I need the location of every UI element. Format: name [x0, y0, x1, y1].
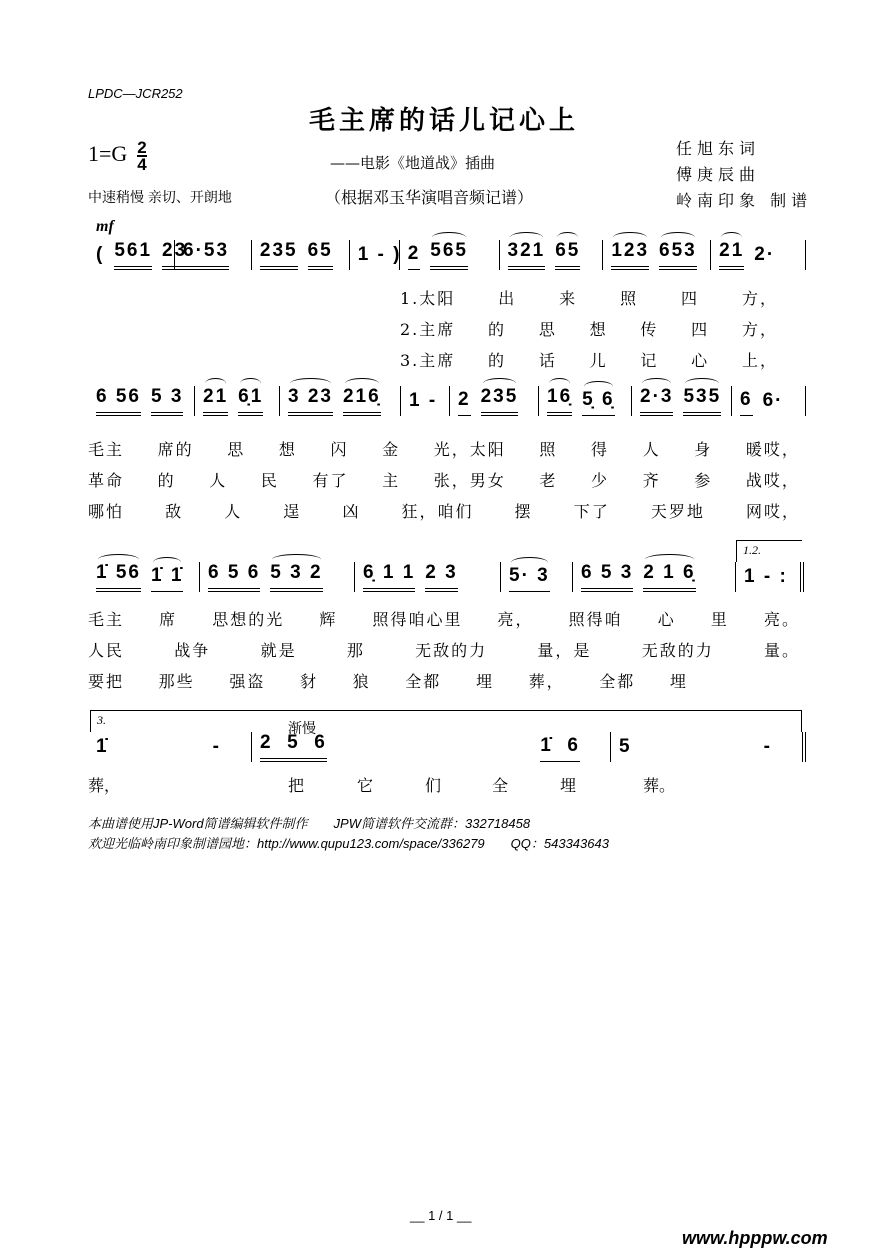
note-group: 565 [430, 240, 468, 270]
note-group: 21 [719, 240, 744, 270]
arranger: 岭南印象 制谱 [676, 191, 813, 210]
key-label: 1=G [88, 141, 128, 167]
music-row [88, 240, 806, 270]
note-group: 5̣ 6̣ [582, 389, 614, 416]
lyric-syllable: 全都 [599, 672, 636, 691]
lyric-syllable: 得 [591, 440, 610, 459]
note-group: - [763, 736, 772, 757]
lyric-syllable: 方， [741, 289, 778, 308]
note-group: 2 1 6̣ [643, 562, 695, 592]
note-group: 6̣ 1 1 [363, 562, 415, 592]
note-group: 1 - : [744, 566, 788, 587]
lyric-syllable: 想 [589, 320, 608, 339]
lyric-syllable: 心 [691, 351, 710, 370]
music-row [88, 562, 806, 592]
lyric-syllable: 的 [488, 320, 507, 339]
song-title: 毛主席的话儿记心上 [308, 106, 579, 136]
lyric-syllable: 1.太阳 [400, 289, 456, 308]
lyric-syllable: 出 [498, 289, 517, 308]
note-group: 6 5 3 [581, 562, 633, 592]
note-group: 5 [619, 736, 632, 757]
lyric-syllable: 席的 [157, 440, 194, 459]
note-group: 321 [508, 240, 546, 270]
time-top: 2 [137, 138, 147, 157]
lyric-syllable: 埋 [669, 672, 688, 691]
lyric-syllable: 方， [741, 320, 778, 339]
lyric-syllable: 网哎， [745, 502, 800, 521]
note-group: 2· [754, 244, 776, 265]
measure [88, 240, 188, 270]
lyric-syllable: 哪怕 [88, 502, 125, 521]
lyric-syllable: 全 [492, 776, 509, 795]
lyric-syllable: 照 [620, 289, 639, 308]
lyric-line [88, 607, 800, 630]
note-group: ( [96, 244, 105, 265]
measure [711, 240, 806, 270]
note-group: 6· [762, 390, 784, 411]
lyric-syllable: 儿 [589, 351, 608, 370]
lyricist: 任旭东词 [676, 139, 761, 158]
lyric-line [88, 669, 688, 692]
lyric-syllable: 把 [288, 776, 305, 795]
lyric-syllable: 心 [657, 610, 676, 629]
note-group: 1̇ [96, 736, 109, 757]
lyric-syllable: 四 [681, 289, 700, 308]
lyric-syllable: 战哎， [745, 471, 800, 490]
note-group: 1̇ 56 [96, 562, 141, 592]
lyric-syllable: 豺 [299, 672, 318, 691]
lyric-syllable: 思想的光 [212, 610, 285, 629]
lyric-syllable: 张，男女 [433, 471, 506, 490]
lyric-syllable: 辉 [319, 610, 338, 629]
note-group: 1̇ 6 [540, 735, 580, 762]
lyric-syllable: 里 [710, 610, 729, 629]
footer-line: 欢迎光临岭南印象制谱园地：http://www.qupu123.com/space/336279 QQ：543343643 [88, 836, 609, 851]
lyric-syllable: 照 [539, 440, 558, 459]
lyric-syllable: 凶 [342, 502, 361, 521]
source-note: （根据邓玉华演唱音频记谱） [325, 188, 534, 207]
lyric-syllable: 话 [538, 351, 557, 370]
note-group: 235 [260, 240, 298, 270]
music-row [88, 386, 806, 416]
note-group: 2·3 [640, 386, 673, 416]
lyric-syllable: 少 [591, 471, 610, 490]
lyric-syllable: 无敌的力 [415, 641, 488, 660]
volta-1-2: 1.2. [736, 540, 802, 562]
measure [603, 240, 711, 270]
subtitle: ——电影《地道战》插曲 [330, 154, 496, 172]
tempo-marking: 中速稍慢 亲切、开朗地 [88, 189, 232, 205]
lyric-syllable: 革命 [88, 471, 125, 490]
lyric-syllable: 那些 [158, 672, 195, 691]
note-group: 2 3 [425, 562, 457, 592]
measure [400, 240, 500, 270]
lyric-syllable: 传 [640, 320, 659, 339]
lyric-syllable: 毛主 [88, 440, 125, 459]
time-signature [137, 140, 146, 172]
note-group: 1 - [409, 390, 438, 411]
measure [632, 386, 732, 416]
lyric-syllable: 的 [157, 471, 176, 490]
lyric-syllable: 就是 [260, 641, 297, 660]
measure [350, 240, 400, 270]
site-watermark: www.hpppw.com [682, 1228, 828, 1248]
lyric-syllable: 葬， [528, 672, 565, 691]
lyric-syllable: 人 [642, 440, 661, 459]
lyric-syllable: 3.主席 [400, 351, 456, 370]
lyric-syllable: 逞 [283, 502, 302, 521]
lyric-syllable: 下了 [573, 502, 610, 521]
note-group: - [212, 736, 221, 757]
lyric-syllable: 天罗地 [650, 502, 705, 521]
lyric-syllable: 记 [640, 351, 659, 370]
lyric-syllable: 想 [278, 440, 297, 459]
note-group: 6̣1 [238, 386, 263, 416]
lyric-syllable: 光，太阳 [433, 440, 506, 459]
lyric-syllable: 们 [425, 776, 442, 795]
lyric-syllable: 主 [382, 471, 401, 490]
measure [732, 386, 806, 416]
note-group: 1 - ) [357, 244, 402, 265]
note-group: 123 [611, 240, 649, 270]
lyric-syllable: 它 [357, 776, 374, 795]
lyric-line [400, 348, 778, 371]
measure [175, 240, 252, 270]
measure [611, 732, 806, 762]
measure [88, 386, 195, 416]
note-group: 5 3 [151, 386, 183, 416]
lyric-syllable: 人 [224, 502, 243, 521]
note-group: 21 [203, 386, 228, 416]
lyric-syllable: 战争 [174, 641, 211, 660]
measure [88, 732, 252, 762]
note-group: 2 5 6 [260, 732, 327, 762]
music-row [88, 732, 806, 762]
lyric-line [400, 286, 778, 309]
lyric-syllable: 狂，咱们 [401, 502, 474, 521]
lyric-syllable: 摆 [514, 502, 533, 521]
lyric-syllable: 照得咱心里 [372, 610, 463, 629]
lyric-syllable: 那 [346, 641, 365, 660]
lyric-syllable: 暖哎， [745, 440, 800, 459]
lyric-syllable: 席 [159, 610, 178, 629]
lyric-syllable: 人民 [88, 641, 125, 660]
measure [252, 240, 350, 270]
time-bottom: 4 [137, 155, 147, 174]
lyric-line [88, 638, 800, 661]
measure [200, 562, 355, 592]
lyric-syllable: 强盗 [229, 672, 266, 691]
score-code: LPDC—JCR252 [88, 86, 183, 101]
lyric-syllable: 狼 [352, 672, 371, 691]
note-group: 65 [308, 240, 333, 270]
lyric-syllable: 2.主席 [400, 320, 456, 339]
lyric-syllable: 民 [260, 471, 279, 490]
measure [401, 386, 450, 416]
note-group: 3 23 [288, 386, 333, 416]
measure [195, 386, 280, 416]
lyric-syllable: 埋 [560, 776, 577, 795]
lyric-syllable: 全都 [405, 672, 442, 691]
lyric-syllable: 四 [691, 320, 710, 339]
lyric-syllable: 来 [559, 289, 578, 308]
lyric-syllable: 敌 [165, 502, 184, 521]
volta-3: 3. [90, 710, 802, 732]
lyric-syllable: 人 [209, 471, 228, 490]
lyric-syllable: 要把 [88, 672, 125, 691]
lyric-syllable: 毛主 [88, 610, 125, 629]
lyric-syllable: 葬。 [643, 776, 676, 795]
lyric-syllable: 齐 [642, 471, 661, 490]
note-group: 6 5 6 [208, 562, 260, 592]
lyric-syllable: 无敌的力 [641, 641, 714, 660]
measure [280, 386, 401, 416]
composer: 傅庚辰曲 [676, 165, 761, 184]
credits [676, 136, 812, 214]
lyric-syllable: 思 [538, 320, 557, 339]
lyric-syllable: 埋 [475, 672, 494, 691]
note-group: 6 [740, 389, 753, 416]
note-group: 23 [162, 240, 187, 270]
footer-line: 本曲谱使用JP-Word简谱编辑软件制作 JPW简谱软件交流群：332718458 [88, 816, 531, 831]
note-group: 235 [481, 386, 519, 416]
note-group: 16̣ [547, 386, 572, 416]
lyric-syllable: 老 [539, 471, 558, 490]
lyric-line [400, 317, 778, 340]
lyric-syllable: 有了 [312, 471, 349, 490]
lyric-line [88, 468, 800, 491]
lyric-syllable: 参 [694, 471, 713, 490]
page-number: __ 1 / 1 __ [410, 1208, 472, 1223]
measure [88, 562, 200, 592]
note-group: 6 56 [96, 386, 141, 416]
measure [736, 562, 804, 592]
key-signature [88, 140, 147, 172]
lyric-syllable: 闪 [330, 440, 349, 459]
note-group: 5· 3 [509, 565, 550, 592]
lyric-syllable: 上， [741, 351, 778, 370]
lyric-syllable: 思 [227, 440, 246, 459]
measure [573, 562, 736, 592]
note-group: 653 [659, 240, 697, 270]
measure [500, 240, 604, 270]
lyric-line [88, 499, 800, 522]
measure [355, 562, 501, 592]
lyric-line [88, 437, 800, 460]
footer-notes [88, 814, 609, 854]
note-group: 2 [408, 243, 421, 270]
lyric-syllable: 葬， [88, 776, 121, 795]
note-group: 1̇ 1̇ [151, 565, 183, 592]
note-group: 5 3 2 [270, 562, 322, 592]
note-group: 561 [114, 240, 152, 270]
lyric-syllable: 亮。 [763, 610, 800, 629]
lyric-syllable: 量。 [763, 641, 800, 660]
note-group: 6·53 [183, 240, 229, 270]
measure [450, 386, 539, 416]
lyric-syllable: 的 [488, 351, 507, 370]
note-group: 535 [683, 386, 721, 416]
lyric-syllable: 照得咱 [568, 610, 623, 629]
note-group: 2 [458, 389, 471, 416]
ritardando-mark: 渐慢 [288, 720, 316, 736]
lyric-syllable: 金 [382, 440, 401, 459]
note-group: 216̣ [343, 386, 381, 416]
lyric-syllable: 亮， [497, 610, 534, 629]
note-group: 65 [555, 240, 580, 270]
lyric-syllable: 量，是 [537, 641, 592, 660]
lyric-syllable: 身 [694, 440, 713, 459]
dynamic-mark: mf [96, 218, 114, 235]
measure [501, 562, 573, 592]
measure [539, 386, 632, 416]
